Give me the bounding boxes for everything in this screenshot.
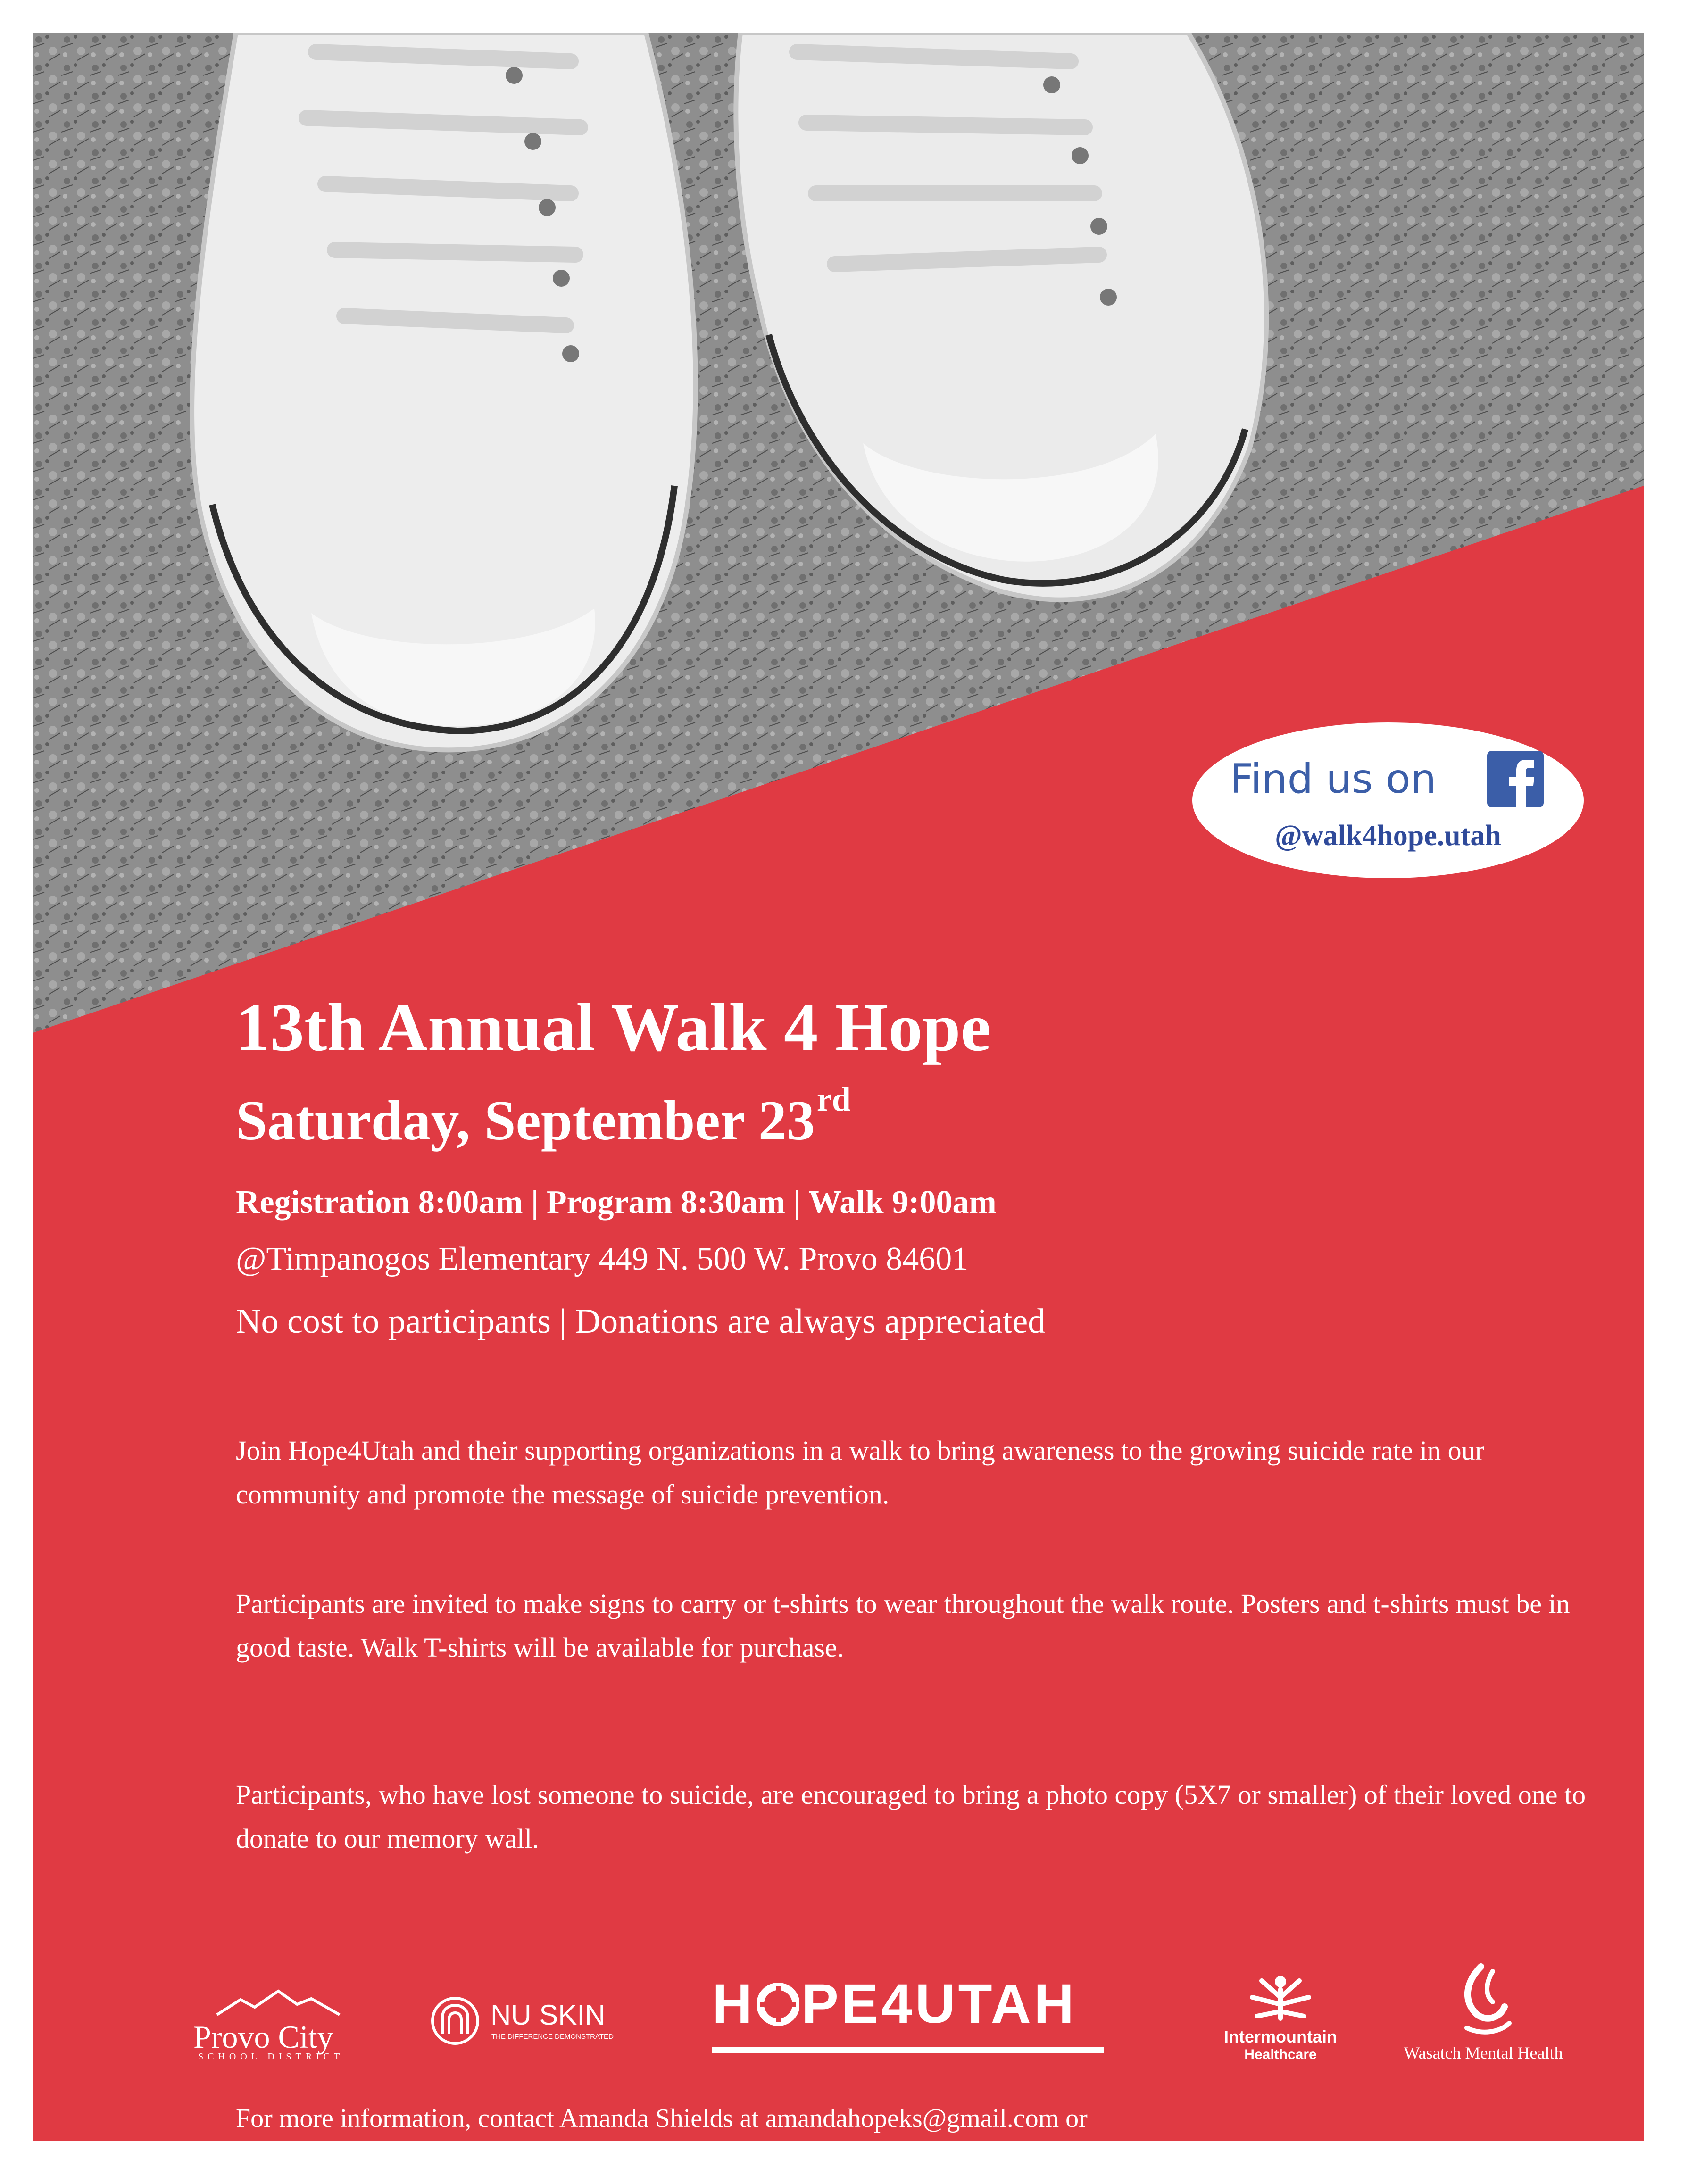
school-district-text: SCHOOL DISTRICT xyxy=(198,2051,344,2062)
hope4utah-logo xyxy=(712,1973,1104,2070)
wasatch-mental-health-logo xyxy=(1391,1962,1575,2066)
sponsor-logos xyxy=(33,1948,1644,2070)
signs-paragraph: Participants are invited to make signs to carry or t-shirts to wear throughout the walk route. Posters and t-shirts must be in good taste. Walk T-shirts will be available for purchase. xyxy=(236,1588,1570,1663)
event-schedule: Registration 8:00am | Program 8:30am | Walk 9:00am xyxy=(236,1184,997,1221)
event-address: @Timpanogos Elementary 449 N. 500 W. Provo 84601 xyxy=(236,1241,969,1277)
flyer xyxy=(33,33,1644,2141)
nu-skin-name: NU SKIN xyxy=(491,1999,606,2031)
life-ring-icon xyxy=(757,1983,799,2026)
provo-city-text: Provo City xyxy=(193,2019,333,2055)
nu-skin-emblem-icon xyxy=(429,1995,481,2047)
hope4utah-underline xyxy=(712,2047,1104,2053)
intermountain-name: Intermountain xyxy=(1224,2027,1337,2046)
mountain-icon xyxy=(189,1985,358,2018)
event-date-text: Saturday, September 23 xyxy=(236,1089,815,1152)
nu-skin-logo xyxy=(429,1995,646,2051)
facebook-icon xyxy=(1487,751,1544,807)
facebook-find-text: Find us on xyxy=(1230,756,1437,803)
event-date xyxy=(236,1080,851,1152)
wasatch-name: Wasatch Mental Health xyxy=(1404,2043,1563,2062)
hope4utah-prefix: H xyxy=(712,1973,756,2035)
contact-line: For more information, contact Amanda Shields at amandahopeks@gmail.com or xyxy=(236,2104,1088,2133)
intermountain-emblem-icon xyxy=(1243,1971,1318,2023)
hope4utah-suffix: PE4UTAH xyxy=(801,1973,1077,2035)
wasatch-swirl-icon xyxy=(1448,1962,1519,2037)
sneakers-photo xyxy=(33,33,1644,1033)
hope4utah-wordmark xyxy=(712,1973,1077,2035)
event-date-suffix: rd xyxy=(816,1080,851,1118)
memory-wall-paragraph: Participants, who have lost someone to suicide, are encouraged to bring a photo copy (5X7 or smaller) of their loved one to donate to our memory wall. xyxy=(236,1779,1586,1854)
healthcare-text: Healthcare xyxy=(1244,2047,1317,2062)
event-title: 13th Annual Walk 4 Hope xyxy=(236,990,991,1065)
intro-paragraph: Join Hope4Utah and their supporting organizations in a walk to bring awareness to the growing suicide rate in our community and promote the message of suicide prevention. xyxy=(236,1435,1484,1510)
facebook-handle[interactable]: @walk4hope.utah xyxy=(1275,820,1501,852)
intermountain-healthcare-logo xyxy=(1203,1971,1358,2066)
nu-skin-tagline: THE DIFFERENCE DEMONSTRATED xyxy=(491,2033,614,2041)
event-cost: No cost to participants | Donations are always appreciated xyxy=(236,1302,1046,1341)
facebook-badge[interactable] xyxy=(1192,722,1584,878)
provo-city-school-district-logo xyxy=(189,1985,363,2061)
